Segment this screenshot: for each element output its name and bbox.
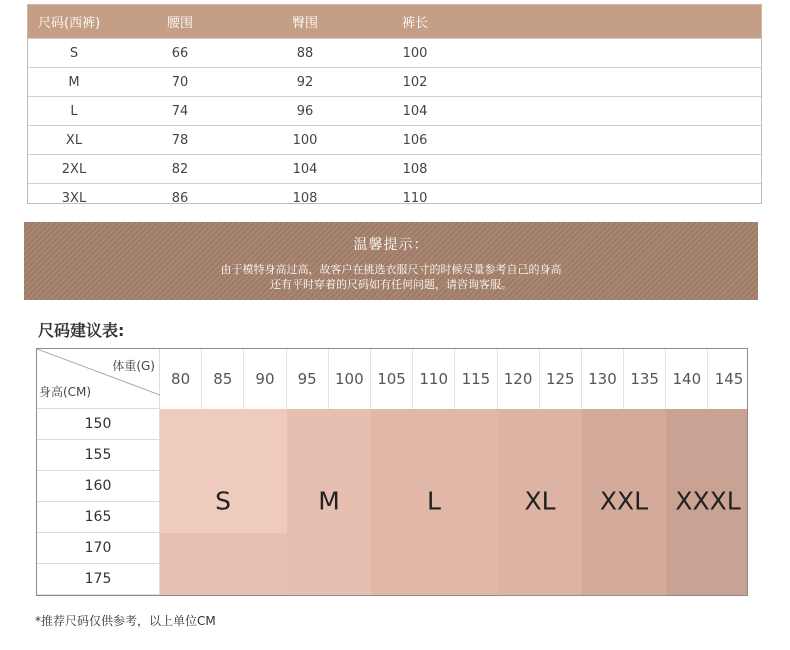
header-hip: 臀围 — [291, 16, 318, 31]
table-cell: 106 — [402, 132, 428, 148]
weight-value: 90 — [244, 349, 286, 409]
table-row — [28, 38, 761, 67]
table-cell: 110 — [402, 190, 428, 206]
weight-value: 125 — [540, 349, 582, 409]
weight-value: 120 — [498, 349, 540, 409]
recommend-title: 尺码建议表: — [38, 321, 125, 340]
header-waist: 腰围 — [166, 16, 193, 31]
table-cell: 66 — [171, 45, 189, 61]
size-region-s_bottom — [160, 533, 287, 595]
height-value: 175 — [37, 564, 160, 595]
size-label: L — [427, 486, 441, 516]
table-cell: 100 — [402, 45, 428, 61]
height-value: 155 — [37, 440, 160, 471]
size-label: S — [215, 486, 231, 516]
weight-value: 100 — [329, 349, 371, 409]
table-cell: 108 — [292, 190, 318, 206]
table-row — [28, 96, 761, 125]
weight-value: 105 — [371, 349, 413, 409]
table-cell: 92 — [296, 74, 314, 90]
table-cell: S — [69, 45, 79, 61]
table-cell: 3XL — [61, 190, 87, 206]
table-cell: 96 — [296, 103, 314, 119]
table-row — [28, 154, 761, 183]
tip-line-1: 由于模特身高过高，故客户在挑选衣服尺寸的时候尽量参考自己的身高 — [220, 263, 562, 276]
weight-value: 80 — [160, 349, 202, 409]
height-column — [37, 409, 160, 595]
table-cell: 88 — [296, 45, 314, 61]
weight-label: 体重(G) — [112, 359, 155, 373]
tip-banner — [24, 222, 758, 300]
weight-value: 95 — [287, 349, 329, 409]
grid-corner — [37, 349, 160, 409]
weight-value: 135 — [624, 349, 666, 409]
table-cell: 70 — [171, 74, 189, 90]
footnote: *推荐尺码仅供参考，以上单位CM — [35, 614, 216, 628]
table-cell: 104 — [292, 161, 318, 177]
table-row — [28, 67, 761, 96]
table-cell: XL — [65, 132, 83, 148]
table-cell: M — [68, 74, 80, 90]
header-size: 尺码(西裤) — [38, 16, 101, 31]
table-cell: 100 — [292, 132, 318, 148]
weight-value: 115 — [455, 349, 497, 409]
table-cell: 102 — [402, 74, 428, 90]
height-value: 170 — [37, 533, 160, 564]
table-cell: 86 — [171, 190, 189, 206]
size-table-header — [28, 5, 761, 38]
weight-header — [160, 349, 748, 409]
table-cell: 108 — [402, 161, 428, 177]
height-value: 165 — [37, 502, 160, 533]
weight-value: 130 — [582, 349, 624, 409]
table-row — [28, 125, 761, 154]
header-length: 裤长 — [401, 16, 428, 31]
recommend-grid — [36, 348, 748, 596]
table-cell: 82 — [171, 161, 189, 177]
size-label: XXL — [599, 486, 649, 516]
table-cell: L — [70, 103, 78, 119]
size-label: M — [318, 486, 340, 516]
height-value: 160 — [37, 471, 160, 502]
height-value: 150 — [37, 409, 160, 440]
tip-title: 温馨提示： — [353, 237, 429, 253]
height-label: 身高(CM) — [39, 385, 92, 399]
table-cell: 78 — [171, 132, 189, 148]
weight-value: 145 — [708, 349, 748, 409]
table-cell: 104 — [402, 103, 428, 119]
table-row — [28, 183, 761, 212]
weight-value: 140 — [666, 349, 708, 409]
size-label: XL — [524, 486, 556, 516]
size-label: XXXL — [675, 486, 741, 516]
tip-line-2: 还有平时穿着的尺码如有任何问题，请咨询客服。 — [270, 278, 512, 291]
weight-value: 110 — [413, 349, 455, 409]
table-cell: 2XL — [61, 161, 87, 177]
table-cell: 74 — [171, 103, 189, 119]
weight-value: 85 — [202, 349, 244, 409]
size-table — [27, 4, 762, 204]
